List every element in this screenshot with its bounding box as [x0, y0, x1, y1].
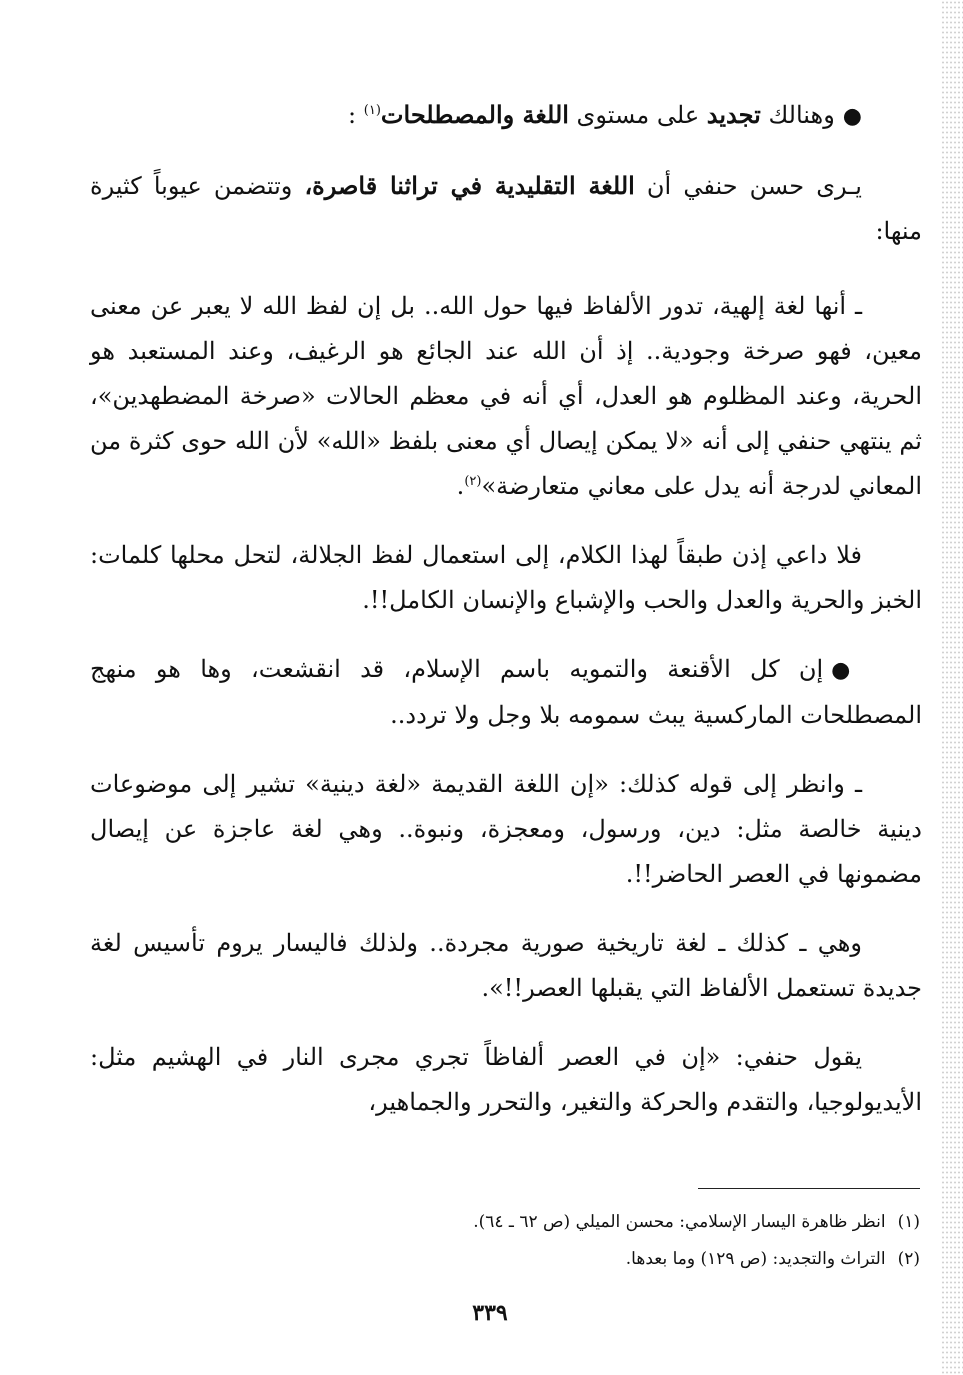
main-text — [90, 92, 922, 1149]
paragraph-hanafi-view — [90, 163, 922, 254]
bullet-icon: ● — [831, 658, 862, 683]
paragraph-divine-language — [90, 284, 922, 509]
paragraph-text: يـرى حسن حنفي أن — [634, 172, 862, 200]
footnote-separator — [698, 1188, 920, 1189]
footnote-1 — [300, 1204, 920, 1241]
paragraph-text: . — [456, 472, 465, 500]
bold-phrase: اللغة التقليدية في تراثنا قاصرة، — [304, 171, 635, 200]
footnotes — [300, 1204, 920, 1278]
paragraph-no-need — [90, 533, 922, 623]
paragraph-text: فلا داعي إذن طبقاً لهذا الكلام، إلى استعمال لفظ الجلالة، لتحل محلها كلمات: الخبز والحرية والعدل والحب والإشباع والإنسان الكامل!!. — [90, 541, 922, 614]
footnote-text: التراث والتجديد: (ص ١٢٩) وما بعدها. — [625, 1249, 886, 1269]
paragraph-text: ـ وانظر إلى قوله كذلك: «إن اللغة القديمة «لغة دينية» تشير إلى موضوعات دينية خالصة مثل: دين، ورسول، ومعجزة، ونبوة.. وهي لغة عاجزة عن إيصال مضمونها في العصر الحاضر!!. — [90, 770, 922, 888]
bold-phrase: تجديد — [706, 100, 761, 129]
bullet-icon: ● — [842, 104, 862, 129]
footnote-text: انظر ظاهرة اليسار الإسلامي: محسن الميلي (ص ٦٢ ـ ٦٤). — [473, 1212, 886, 1232]
paragraph-masks — [90, 647, 922, 738]
footnote-number: (٢) — [897, 1249, 920, 1269]
bold-phrase: اللغة والمصطلحات — [380, 100, 569, 129]
footnote-number: (١) — [897, 1212, 920, 1232]
footnote-ref-2[interactable]: (٢) — [464, 474, 482, 489]
footnote-ref-1[interactable]: (١) — [363, 103, 381, 118]
paragraph-hanafi-says — [90, 1035, 922, 1125]
paragraph-historical — [90, 921, 922, 1011]
paragraph-text: وهنالك — [760, 101, 835, 129]
paragraph-text: وهي ـ كذلك ـ لغة تاريخية صورية مجردة.. ولذلك فاليسار يروم تأسيس لغة جديدة تستعمل الألفاظ التي يقبلها العصر!!». — [90, 929, 922, 1002]
paragraph-old-language — [90, 762, 922, 897]
scan-edge-noise — [941, 0, 963, 1375]
page-number: ٣٣٩ — [472, 1300, 508, 1326]
paragraph-text: وتتضمن عيوباً كثيرة منها: — [90, 172, 922, 245]
paragraph-renewal-language — [90, 92, 922, 139]
footnote-2 — [300, 1241, 920, 1278]
paragraph-text: : — [348, 101, 364, 129]
paragraph-text: ـ أنها لغة إلهية، تدور الألفاظ فيها حول الله.. بل إن لفظ الله لا يعبر عن معنى معين، فهو صرخة وجودية.. إذ أن الله عند الجائع هو الرغيف، وعند المستعبد هو الحرية، وعند المظلوم هو العدل، أي أنه في معظم الحالات «صرخة المضطهدين»، ثم ينتهي حنفي إلى أنه «لا يمكن إيصال أي معنى بلفظ «الله» لأن الله حوى كثرة من المعاني لدرجة أنه يدل على معاني متعارضة» — [90, 292, 922, 500]
paragraph-text: يقول حنفي: «إن في العصر ألفاظاً تجري مجرى النار في الهشيم مثل: الأيديولوجيا، والتقدم والحركة والتغير، والتحرر والجماهير، — [90, 1043, 922, 1116]
paragraph-text: على مستوى — [568, 101, 707, 129]
paragraph-text: إن كل الأقنعة والتمويه باسم الإسلام، قد انقشعت، وها هو منهج المصطلحات الماركسية يبث سمومه بلا وجل ولا تردد.. — [90, 655, 922, 729]
